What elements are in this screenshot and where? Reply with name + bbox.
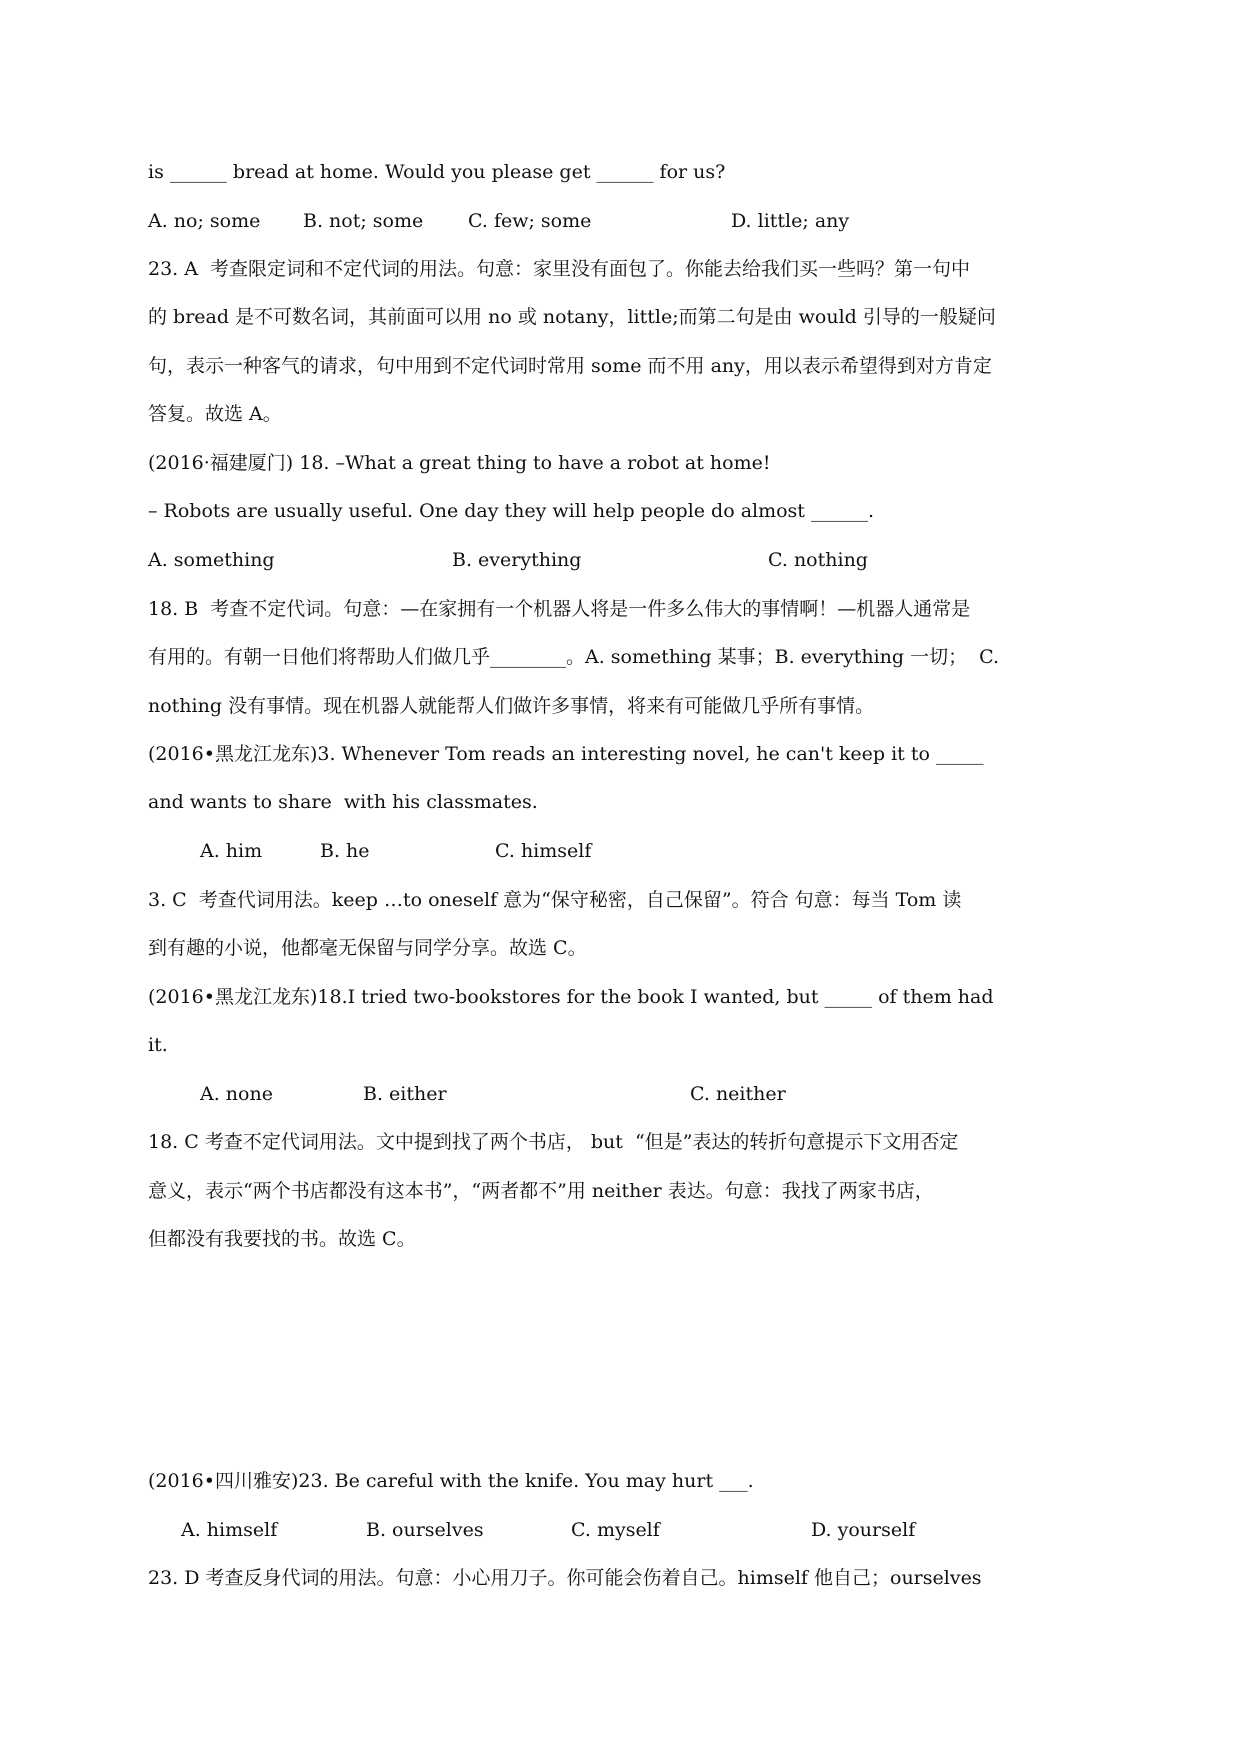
answer-line: 到有趣的小说，他都毫无保留与同学分享。故选 C。 [148,937,587,959]
answer-line: 的 bread 是不可数名词，其前面可以用 no 或 notany，little;而第二句是由 would 引导的一般疑问 [148,306,996,328]
question-stem: (2016•黑龙江龙东)18.I tried two-bookstores for the book I wanted, but _____ of them had [148,986,994,1008]
option-a: A. him [200,840,263,862]
option-c: C. nothing [768,549,868,571]
answer-line: 18. C 考查不定代词用法。文中提到找了两个书店， but “但是”表达的转折句意提示下文用否定 [148,1131,959,1153]
answer-line: nothing 没有事情。现在机器人就能帮人们做许多事情，将来有可能做几乎所有事情。 [148,695,875,717]
question-stem: (2016•四川雅安)23. Be careful with the knife. You may hurt ___. [148,1470,754,1492]
answer-line: 3. C 考查代词用法。keep …to oneself 意为“保守秘密，自己保留”。符合 句意：每当 Tom 读 [148,889,962,911]
option-b: B. ourselves [366,1519,484,1541]
answer-line: 23. A 考查限定词和不定代词的用法。句意：家里没有面包了。你能去给我们买一些吗？第一句中 [148,258,971,280]
option-b: B. everything [452,549,582,571]
option-c: C. myself [571,1519,660,1541]
option-d: D. yourself [811,1519,916,1541]
option-a: A. none [200,1083,273,1105]
option-b: B. either [363,1083,447,1105]
answer-line: 有用的。有朝一日他们将帮助人们做几乎________。A. something 某事；B. everything 一切； C. [148,646,1000,668]
option-d: D. little; any [731,210,850,232]
option-a: A. something [148,549,275,571]
answer-line: 句，表示一种客气的请求，句中用到不定代词时常用 some 而不用 any，用以表示希望得到对方肯定 [148,355,992,377]
option-b: B. not; some [303,210,424,232]
option-a: A. himself [181,1519,278,1541]
option-b: B. he [320,840,370,862]
answer-line: 意义，表示“两个书店都没有这本书”，“两者都不”用 neither 表达。句意：我找了两家书店， [148,1180,934,1202]
answer-line: 18. B 考查不定代词。句意：—在家拥有一个机器人将是一件多么伟大的事情啊！—机器人通常是 [148,598,971,620]
answer-line: 但都没有我要找的书。故选 C。 [148,1228,416,1250]
options-row [200,838,800,864]
question-stem: (2016·福建厦门) 18. –What a great thing to have a robot at home! [148,452,771,474]
question-stem: it. [148,1034,168,1056]
question-stem: and wants to share with his classmates. [148,791,538,813]
answer-line: 23. D 考查反身代词的用法。句意：小心用刀子。你可能会伤着自己。himself 他自己；ourselves [148,1567,982,1589]
question-stem: is ______ bread at home. Would you please get ______ for us? [148,161,726,183]
question-stem: (2016•黑龙江龙东)3. Whenever Tom reads an interesting novel, he can't keep it to _____ [148,743,984,765]
options-row [181,1517,981,1543]
option-a: A. no; some [148,210,261,232]
options-row [148,547,1048,573]
option-c: C. himself [495,840,592,862]
question-stem: – Robots are usually useful. One day they will help people do almost ______. [148,500,875,522]
options-row [148,208,1048,234]
options-row [200,1081,900,1107]
answer-line: 答复。故选 A。 [148,403,282,425]
option-c: C. few; some [468,210,592,232]
option-c: C. neither [690,1083,786,1105]
